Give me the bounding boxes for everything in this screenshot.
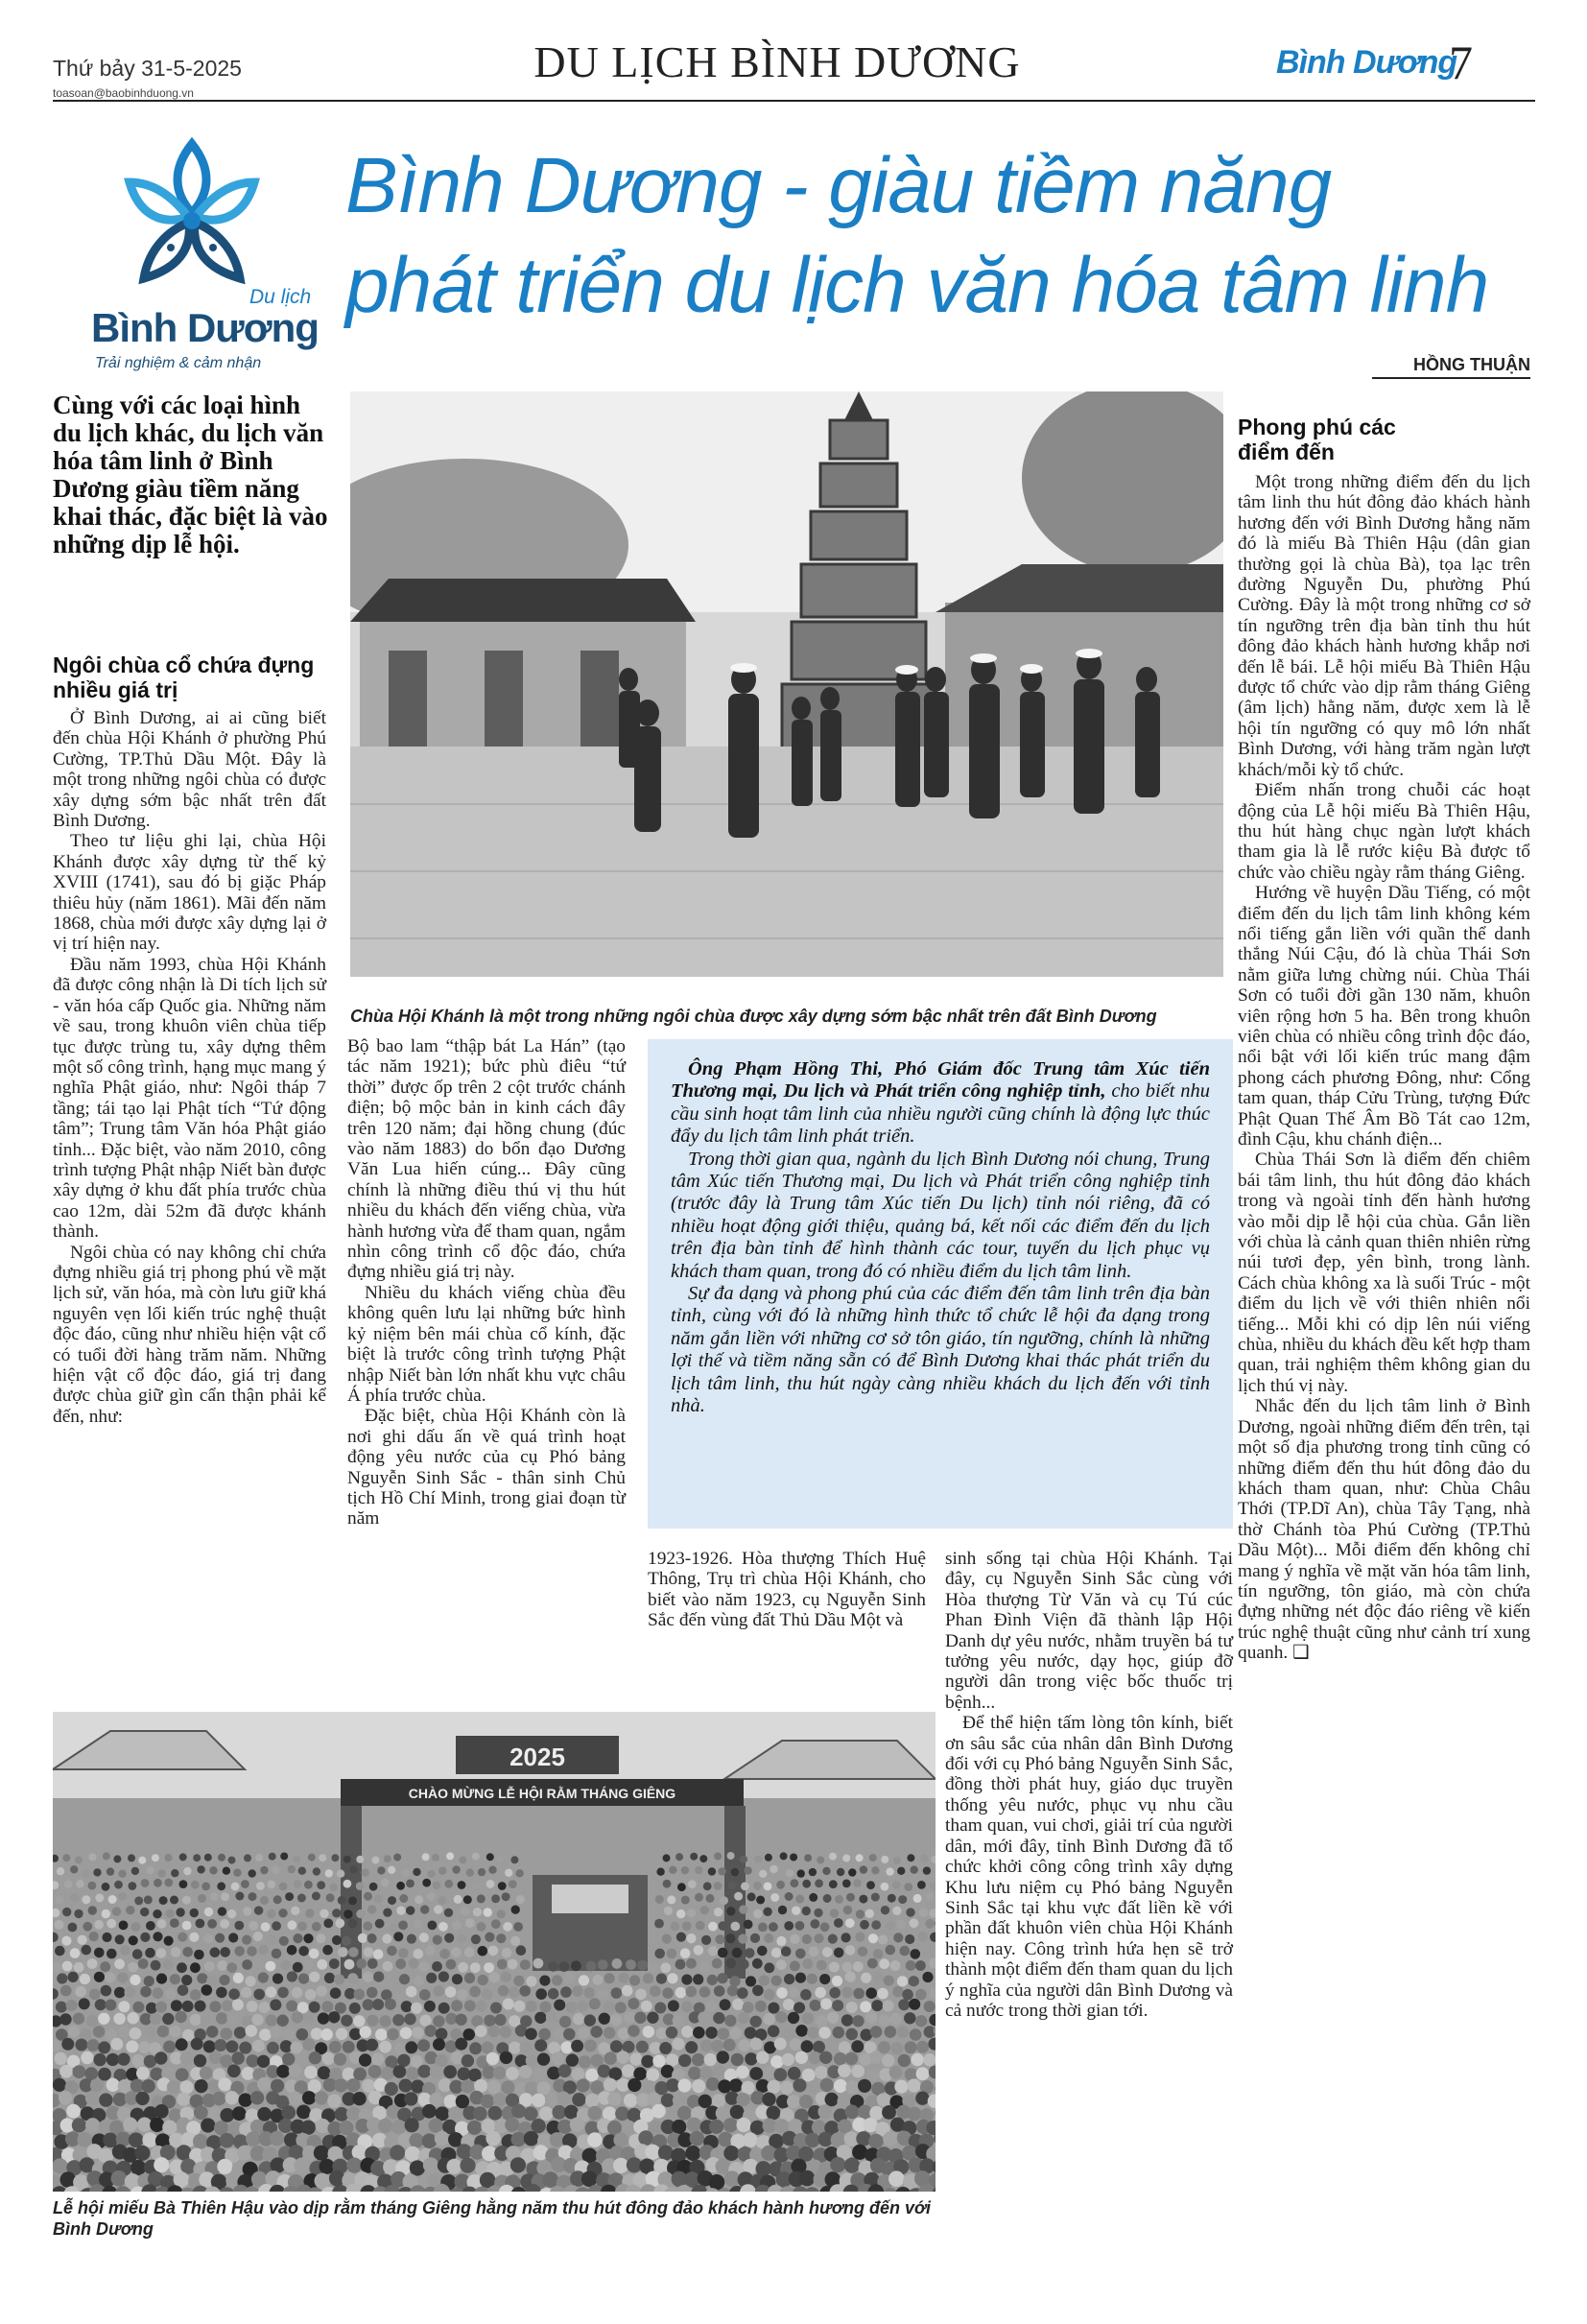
- gate-year-label: 2025: [509, 1743, 565, 1771]
- paragraph: Một trong những điểm đến du lịch tâm linh thu hút đông đảo khách hành hương đến với Bình Dương hằng năm đó là miếu Bà Thiên Hậu (dân gian thường gọi là chùa Bà), tọa lạc trên đường Nguyễn Du, phường Phú Cường. Đây là một trong những cơ sở tín ngưỡng trên địa bàn tỉnh thu hút đông đảo khách hành hương khắp nơi đến lễ bái. Lễ hội miếu Bà Thiên Hậu được tổ chức vào dịp rằm tháng Giêng (âm lịch) hằng năm, được xem là lễ hội tín ngưỡng có quy mô lớn nhất Bình Dương, với hàng trăm ngàn lượt khách/mỗi kỳ tổ chức.: [1238, 472, 1530, 780]
- paragraph: 1923-1926. Hòa thượng Thích Huệ Thông, Trụ trì chùa Hội Khánh, cho biết vào năm 1923, cụ Nguyễn Sinh Sắc đến vùng đất Thủ Dầu Một và: [648, 1549, 926, 1631]
- paragraph: Nhắc đến du lịch tâm linh ở Bình Dương, ngoài những điểm đến trên, tại một số địa phương trong tỉnh cũng có những điểm đến thu hút đông đảo du khách tham quan, như: Chùa Châu Thới (TP.Dĩ An), chùa Tây Tạng, nhà thờ Chánh tòa Phú Cường (TP.Thủ Dầu Một)... Mỗi điểm đến không chỉ mang ý nghĩa về mặt văn hóa tâm linh, tín ngưỡng, tôn giáo, mà còn chứa đựng những nét độc đáo riêng về kiến trúc nghệ thuật cũng như cảnh trí xung quanh. ❑: [1238, 1396, 1530, 1664]
- article-headline: [345, 136, 1526, 336]
- paragraph: Nhiều du khách viếng chùa đều không quên lưu lại những bức hình kỷ niệm bên mái chùa cổ kính, đặc biệt là trước công trình tượng Phật nhập Niết bàn lớn nhất khu vực châu Á phía trước chùa.: [347, 1282, 626, 1406]
- photo-festival-caption: Lễ hội miếu Bà Thiên Hậu vào dịp rằm tháng Giêng hằng năm thu hút đông đảo khách hành hương đến với Bình Dương: [53, 2198, 932, 2239]
- article-column-4: [945, 1549, 1233, 2021]
- issue-date: Thứ bảy 31-5-2025: [53, 56, 242, 81]
- info-box-lead: [671, 1058, 1210, 1149]
- section-heading-ancient-pagoda: Ngôi chùa cổ chứa đựng nhiều giá trị: [53, 652, 315, 702]
- paragraph: Trong thời gian qua, ngành du lịch Bình Dương nói chung, Trung tâm Xúc tiến Thương mại, Du lịch và Phát triển công nghiệp tỉnh (trước đây là Trung tâm Xúc tiến Du lịch) tỉnh nói riêng, đã có nhiều hoạt động giới thiệu, quảng bá, kết nối các điểm đến du lịch trên địa bàn tỉnh để hình thành các tour, tuyến du lịch phục vụ khách tham quan, trong đó có nhiều điểm du lịch tâm linh.: [671, 1148, 1210, 1282]
- paragraph: Ở Bình Dương, ai ai cũng biết đến chùa Hội Khánh ở phường Phú Cường, TP.Thủ Dầu Một. Đây là một trong những ngôi chùa có được xây dựng sớm bậc nhất trên đất Bình Dương.: [53, 708, 326, 832]
- paragraph: Sự đa dạng và phong phú của các điểm đến tâm linh trên địa bàn tỉnh, cùng với đó là những hình thức tổ chức lễ hội đa dạng trong năm gắn liền với những cơ sở tôn giáo, tín ngưỡng, chính là những lợi thế và tiềm năng sẵn có để Bình Dương khai thác phát triển du lịch tâm linh, thu hút ngày càng nhiều khách du lịch đến với tỉnh nhà.: [671, 1283, 1210, 1417]
- headline-line-1: Bình Dương - giàu tiềm năng: [345, 142, 1332, 229]
- section-heading-destinations: Phong phú các điểm đến: [1238, 415, 1396, 464]
- page-number: 7: [1449, 36, 1473, 89]
- logo-title: Bình Dương: [91, 305, 319, 350]
- headline-line-2: phát triển du lịch văn hóa tâm linh: [345, 242, 1489, 329]
- paragraph: Hướng về huyện Dầu Tiếng, có một điểm đến du lịch tâm linh không kém nổi tiếng gắn liền với quần thể danh thắng Núi Cậu, đó là chùa Thái Sơn nằm giữa lưng chừng núi. Chùa Thái Sơn có tuổi đời gần 130 năm, khuôn viên rộng hơn 5 ha. Bên trong khuôn viên chùa có nhiều công trình độc đáo, nổi bật với lối kiến trúc mang đậm phong cách phương Đông, như: Cổng tam quan, tháp Cửu Trùng, tượng Đức Phật Quan Thế Âm Bồ Tát cao 12m, đình Cậu, khu chánh điện...: [1238, 883, 1530, 1150]
- photo-festival-crowd: [53, 1712, 936, 2192]
- paragraph: Đầu năm 1993, chùa Hội Khánh đã được công nhận là Di tích lịch sử - văn hóa cấp Quốc gia. Những năm về sau, trong khuôn viên chùa tiếp tục được trùng tu, xây dựng thêm một số công trình, hạng mục mang ý nghĩa Phật giáo, như: Ngôi tháp 7 tầng; tái tạo lại Phật tích “Tứ động tâm”; Trung tâm Văn hóa Phật giáo tỉnh... Đặc biệt, vào năm 2010, công trình tượng Phật nhập Niết bàn được xây dựng ở khu đất phía trước chùa cao 12m, dài 52m đã được khánh thành.: [53, 954, 326, 1243]
- paragraph: Ngôi chùa có nay không chỉ chứa đựng nhiều giá trị phong phú về mặt lịch sử, văn hóa, mà còn lưu giữ khá nguyên vẹn lối kiến trúc nghệ thuật độc đáo, cũng như nhiều hiện vật cổ có tuổi đời hàng trăm năm. Những hiện vật cổ độc đáo, giá trị đang được chùa giữ gìn cẩn thận phải kể đến, như:: [53, 1242, 326, 1427]
- flower-logo-icon: [96, 125, 288, 293]
- header-divider: [53, 100, 1535, 102]
- section-title: DU LỊCH BÌNH DƯƠNG: [533, 37, 1021, 86]
- paragraph: Đặc biệt, chùa Hội Khánh còn là nơi ghi dấu ấn về quá trình hoạt động yêu nước của cụ Phó bảng Nguyễn Sinh Sắc - thân sinh Chủ tịch Hồ Chí Minh, trong giai đoạn từ năm: [347, 1406, 626, 1530]
- article-column-2: [347, 1036, 626, 1530]
- photo-hoi-khanh-pagoda: [350, 391, 1223, 977]
- article-lead: Cùng với các loại hình du lịch khác, du lịch văn hóa tâm linh ở Bình Dương giàu tiềm năng khai thác, đặc biệt là vào những dịp lễ hội.: [53, 391, 328, 558]
- paragraph: Chùa Thái Sơn là điểm đến chiêm bái tâm linh, thu hút đông đảo khách trong và ngoài tỉnh đến hành hương vào mỗi dịp lễ hội của chùa. Gắn liền với chùa là cảnh quan thiên nhiên rừng núi tươi đẹp, yên bình, trong lành. Cách chùa không xa là suối Trúc - một điểm du lịch về với thiên nhiên nổi tiếng... Mỗi khi có dịp lên núi viếng chùa, nhiều du khách đều kết hợp tham quan, trải nghiệm thêm không gian du lịch thú vị này.: [1238, 1150, 1530, 1396]
- tourism-logo: [91, 125, 321, 384]
- logo-subtitle: Du lịch: [249, 286, 312, 308]
- article-column-5: [1238, 472, 1530, 1664]
- gate-banner-text: CHÀO MỪNG LỄ HỘI RẰM THÁNG GIÊNG: [408, 1786, 676, 1801]
- article-column-1: [53, 708, 326, 1427]
- photo-hoi-khanh-caption: Chùa Hội Khánh là một trong những ngôi chùa được xây dựng sớm bậc nhất trên đất Bình Dương: [350, 1007, 1157, 1026]
- masthead-brand: Bình Dương: [1276, 44, 1457, 81]
- interviewee-name: Ông Phạm Hồng Thi, Phó Giám đốc Trung tâm Xúc tiến Thương mại, Du lịch và Phát triển công nghiệp tỉnh,: [671, 1058, 1210, 1103]
- pagoda-photo-image: [350, 391, 1223, 977]
- paragraph: Để thể hiện tấm lòng tôn kính, biết ơn sâu sắc của nhân dân Bình Dương đối với cụ Phó bảng Nguyễn Sinh Sắc, đồng thời phát huy, giáo dục truyền thống yêu nước, phục vụ nhu cầu tham quan, vui chơi, giải trí của người dân, mới đây, tỉnh Bình Dương đã tổ chức khởi công công trình xây dựng Khu lưu niệm cụ Phó bảng Nguyễn Sinh Sắc tại khu vực đất liền kề với phần đất khuôn viên chùa Hội Khánh hiện nay. Công trình hứa hẹn sẽ trở thành một điểm đến tham quan du lịch ý nghĩa của người dân Bình Dương và cả nước trong thời gian tới.: [945, 1713, 1234, 2021]
- info-box-interview: [648, 1039, 1233, 1529]
- newsroom-email[interactable]: toasoan@baobinhduong.vn: [53, 86, 194, 100]
- paragraph: Theo tư liệu ghi lại, chùa Hội Khánh được xây dựng từ thế kỷ XVIII (1741), sau đó bị giặc Pháp thiêu hủy (năm 1861). Mãi đến năm 1868, chùa mới được xây dựng lại ở vị trí hiện nay.: [53, 831, 326, 955]
- paragraph: Bộ bao lam “thập bát La Hán” (tạo tác năm 1921); bức phù điêu “tứ thời” được ốp trên 2 cột trước chánh điện; bộ mộc bản in kinh cách đây trên 120 năm; đại hồng chung (đúc vào năm 1883) do bổn đạo Dương Văn Lua hiến cúng... Đây cũng chính là những điều thú vị thu hút nhiều du khách đến viếng chùa, vừa hành hương vừa để tham quan, ngắm nhìn công trình cổ độc đáo, chứa đựng nhiều giá trị này.: [347, 1036, 626, 1283]
- info-box-lead-text: cho biết nhu cầu sinh hoạt tâm linh của nhiều người cũng chính là động lực thúc đẩy du lịch tâm linh phát triển.: [671, 1080, 1210, 1148]
- article-column-3: [648, 1549, 926, 1631]
- logo-tagline: Trải nghiệm & cảm nhận: [95, 355, 262, 371]
- paragraph: sinh sống tại chùa Hội Khánh. Tại đây, cụ Nguyễn Sinh Sắc cùng với Hòa thượng Từ Văn và cụ Tú cúc Phan Đình Viện đã thành lập Hội Danh dự yêu nước, nhằm truyền bá tư tưởng yêu nước, dạy học, giúp đỡ người dân trong việc bốc thuốc trị bệnh...: [945, 1549, 1233, 1713]
- author-byline: HỒNG THUẬN: [1372, 355, 1530, 379]
- paragraph: Điểm nhấn trong chuỗi các hoạt động của Lễ hội miếu Bà Thiên Hậu, thu hút hàng chục ngàn lượt khách tham gia là lễ rước kiệu Bà được tổ chức vào chiều ngày rằm tháng Giêng.: [1238, 780, 1530, 883]
- festival-photo-image: [53, 1712, 936, 2192]
